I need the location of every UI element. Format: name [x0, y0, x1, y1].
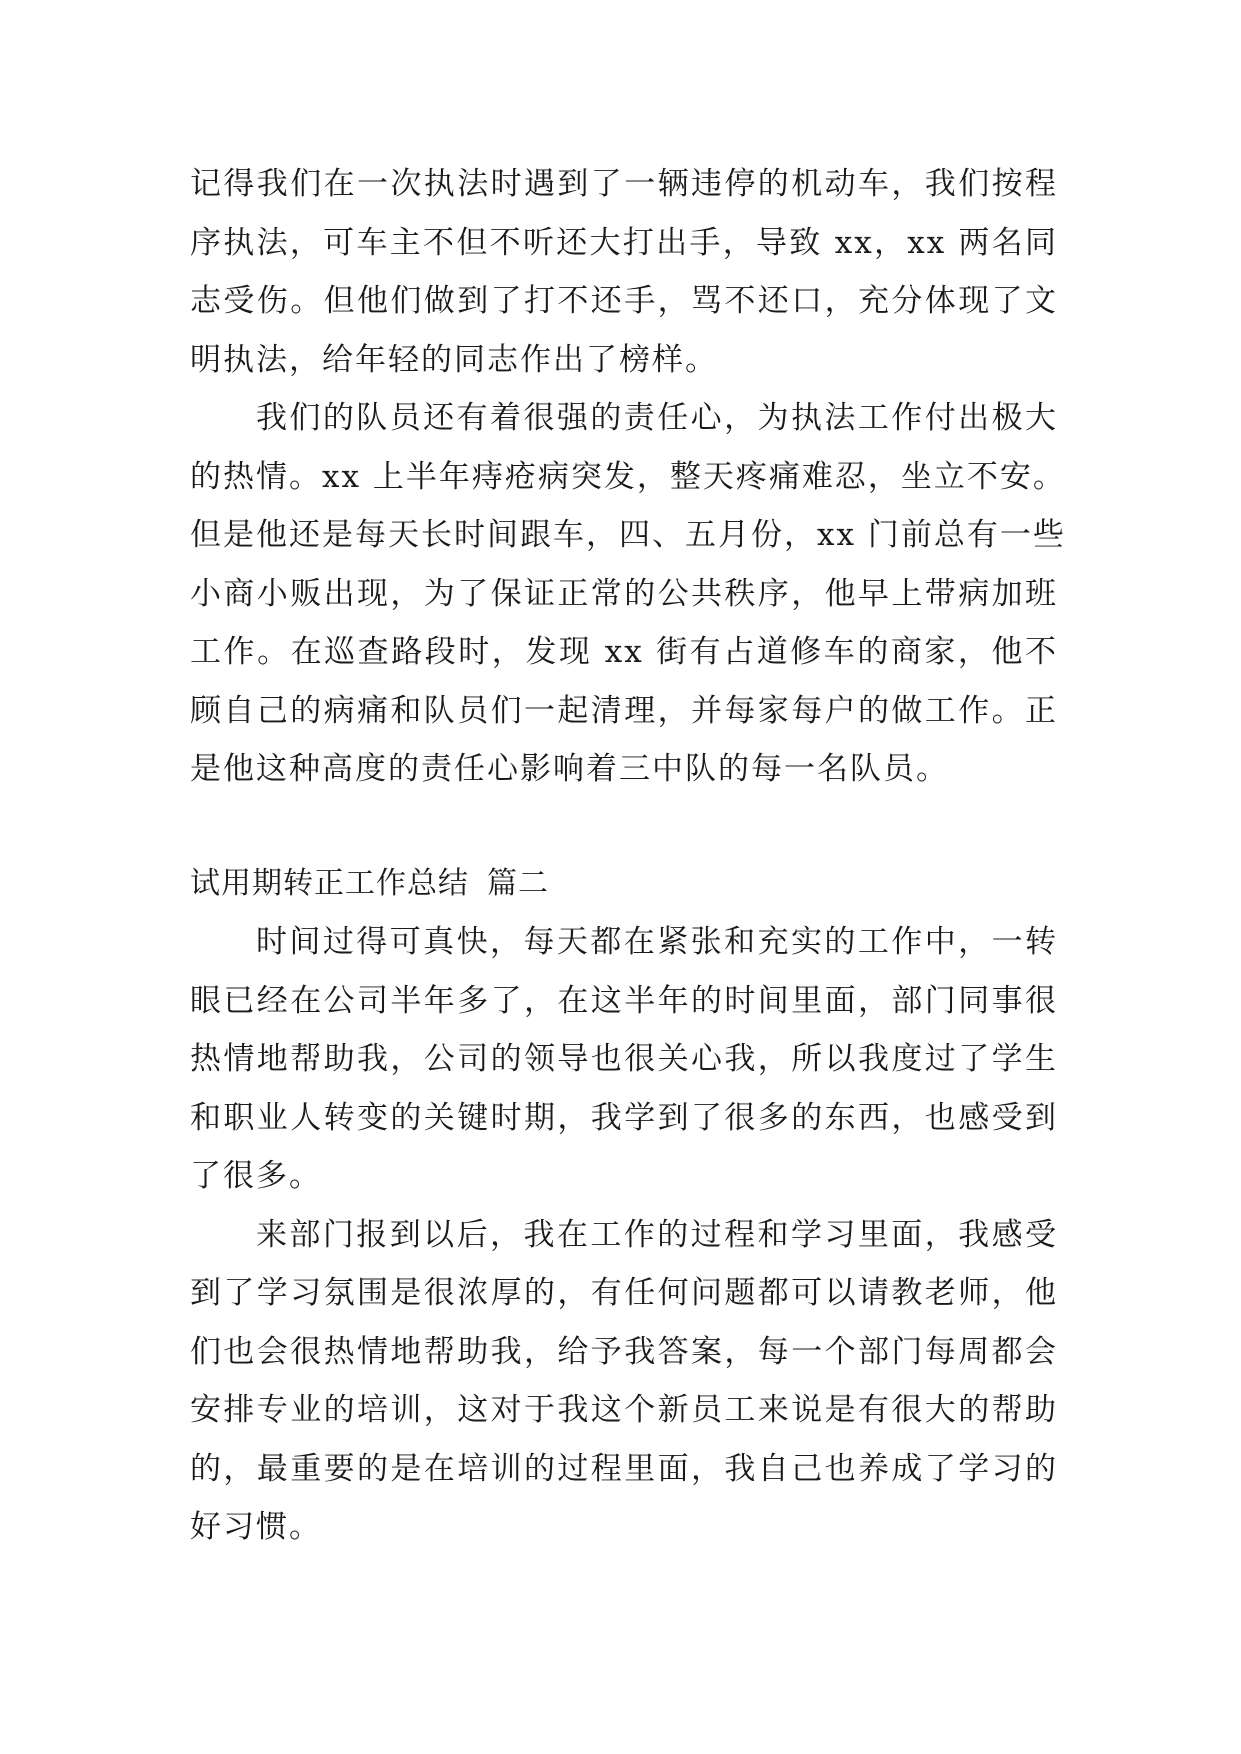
paragraph-1	[190, 155, 1058, 389]
paragraph-line: 安排专业的培训，这对于我这个新员工来说是有很大的帮助	[190, 1392, 1058, 1428]
paragraph-line: 工作。在巡查路段时，发现 xx 街有占道修车的商家，他不	[190, 634, 1058, 670]
section-title-sub: 篇二	[487, 865, 549, 901]
paragraph-line: 顾自己的病痛和队员们一起清理，并每家每户的做工作。正	[190, 692, 1058, 729]
paragraph-line: 们也会很热情地帮助我，给予我答案，每一个部门每周都会	[190, 1333, 1058, 1370]
paragraph-line: 小商小贩出现，为了保证正常的公共秩序，他早上带病加班	[190, 575, 1058, 612]
section-title	[190, 855, 1058, 914]
document-body	[190, 155, 1066, 1557]
paragraph-4	[190, 1206, 1058, 1557]
paragraph-line: 的热情。xx 上半年痔疮病突发，整天疼痛难忍，坐立不安。	[190, 458, 1066, 495]
paragraph-line: 志受伤。但他们做到了打不还手，骂不还口，充分体现了文	[190, 283, 1058, 319]
paragraph-3	[190, 913, 1058, 1206]
section-spacer	[190, 799, 1058, 855]
paragraph-line: 和职业人转变的关键时期，我学到了很多的东西，也感受到	[190, 1099, 1058, 1136]
paragraph-line: 记得我们在一次执法时遇到了一辆违停的机动车，我们按程	[190, 166, 1058, 202]
paragraph-line: 是他这种高度的责任心影响着三中队的每一名队员。	[190, 751, 949, 787]
paragraph-line: 我们的队员还有着很强的责任心，为执法工作付出极大	[256, 400, 1058, 436]
paragraph-line: 了很多。	[190, 1158, 322, 1194]
paragraph-line: 时间过得可真快，每天都在紧张和充实的工作中，一转	[256, 924, 1058, 960]
section-title-main: 试用期转正工作总结	[190, 865, 469, 901]
paragraph-line: 序执法，可车主不但不听还大打出手，导致 xx，xx 两名同	[190, 224, 1058, 261]
paragraph-line: 的，最重要的是在培训的过程里面，我自己也养成了学习的	[190, 1450, 1058, 1487]
paragraph-line: 明执法，给年轻的同志作出了榜样。	[190, 341, 718, 378]
paragraph-line: 到了学习氛围是很浓厚的，有任何问题都可以请教老师，他	[190, 1275, 1058, 1311]
paragraph-line: 来部门报到以后，我在工作的过程和学习里面，我感受	[256, 1216, 1058, 1253]
paragraph-line: 热情地帮助我，公司的领导也很关心我，所以我度过了学生	[190, 1041, 1058, 1077]
paragraph-line: 但是他还是每天长时间跟车，四、五月份，xx 门前总有一些	[190, 517, 1066, 553]
paragraph-line: 好习惯。	[190, 1509, 322, 1545]
paragraph-2	[190, 389, 1066, 799]
paragraph-line: 眼已经在公司半年多了，在这半年的时间里面，部门同事很	[190, 982, 1058, 1019]
